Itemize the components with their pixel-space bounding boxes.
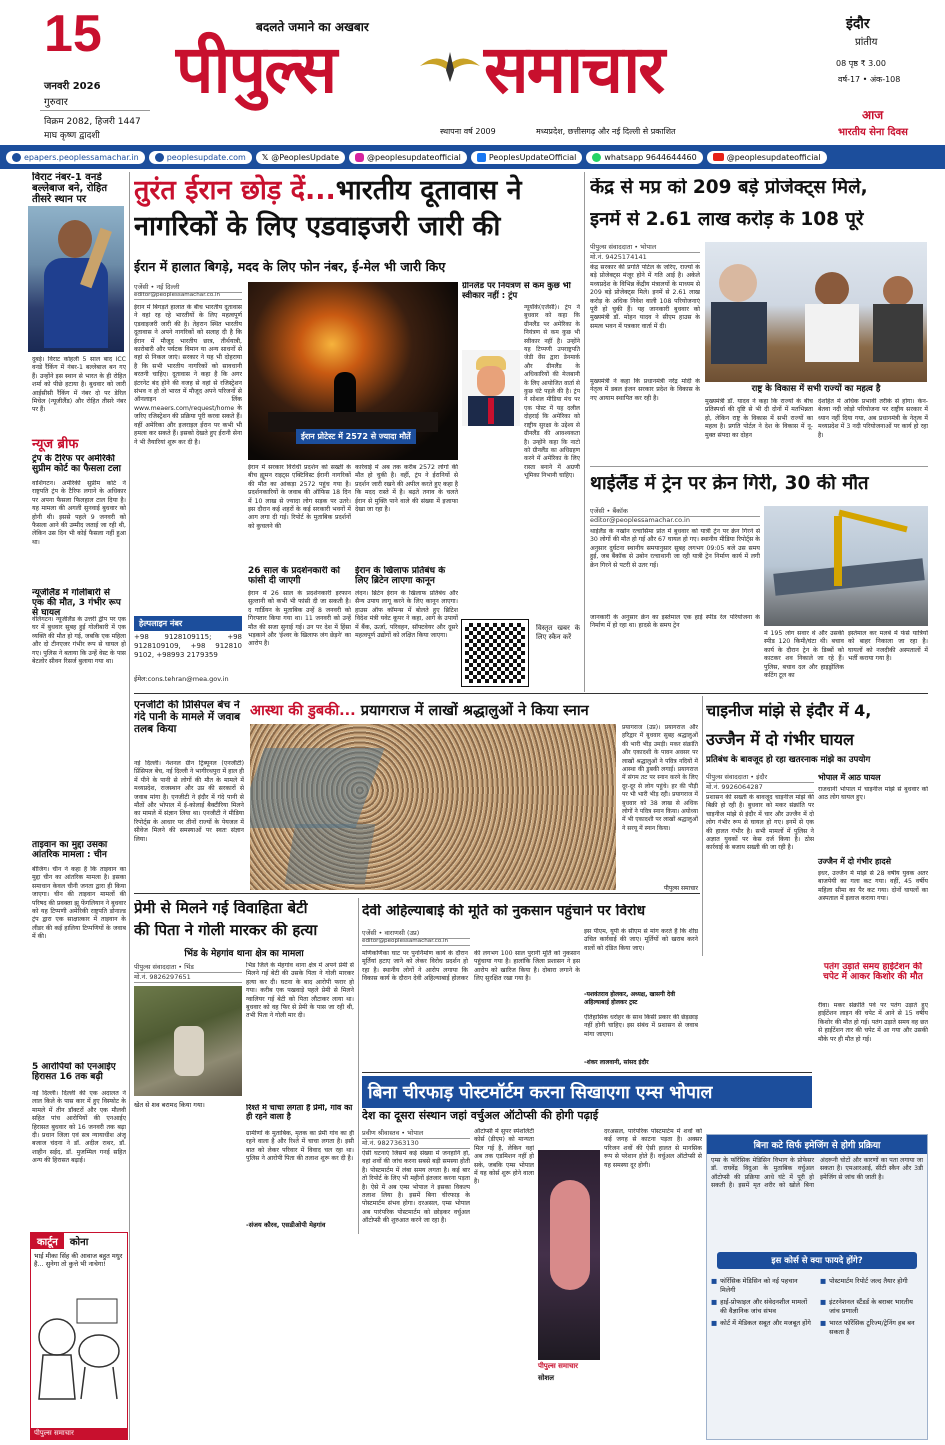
thailand-byline: एजेंसी • बैंकॉक [590,506,760,517]
iran-body-3: कार्रवाई में अब तक करीब 2572 लोगों की मौत हो चुकी है। वहीं, ट्रंप ने ईरानियों से प्रदर्शन जारी रखने की अपील करते हुए कहा है कि मदद रास्ते में है। बढ़ते तनाव के चलते ईरान से मुक्ति पाने वाले की संख्या में इजाफा देखा जा रहा है। [355,464,458,514]
edition: प्रांतीय [855,37,878,48]
projects-headline-2: इनमें से 2.61 लाख करोड़ के 108 पूरे [590,210,864,230]
thailand-email: editor@peoplessamachar.co.in [590,516,760,526]
social-bar [0,145,945,169]
news-brief-title: न्यूज ब्रीफ [32,437,79,452]
aiims-box-question: इस कोर्स से क्या फायदे होंगे? [717,1252,917,1269]
manjha-sub-1-body: राजधानी भोपाल में चाइनीज मांझे से बुधवार को आठ लोग घायल हुए। [818,786,928,802]
gwalior-subhead: भिंड के मेहगांव थाना क्षेत्र का मामला [184,949,304,959]
gwalior-credit: -संजय कौरव, एसडीओपी मेहगांव [246,1221,326,1229]
iran-sub-1-body: ईरान में 26 साल के प्रदर्शनकारी इरफान सुल्तानी को कभी भी फांसी दी जा सकती है। द गार्डियन के मुताबिक उन्हें 8 जनवरी को गिरफ्तार किया गया था। 11 जनवरी को उन्हें मौत की सजा सुनाई गई। उन पर देश में हिंसा भड़काने और 'ईश्वर के खिलाफ जंग छेड़ने' का आरोप है। [248,590,351,648]
check-icon: ■ [711,1319,718,1327]
x-link[interactable]: 𝕏 @PeoplesUpdate [256,151,345,164]
aiims-photo-sub: सोशल [538,1374,555,1382]
benefit-item: ■ भारत फॉरेंसिक टूरिज्म/ट्रेनिंग हब बन सकता है [820,1319,915,1336]
thailand-headline: थाईलैंड में ट्रेन पर क्रेन गिरी, 30 की मौत [590,474,869,494]
date-day: 15 [44,5,102,63]
check-icon: ■ [820,1298,827,1306]
web-link[interactable]: epapers.peoplessamachar.in [6,151,145,164]
projects-body-1: केंद्र सरकार की प्रगति पोर्टल के जरिए, राज्यों के बड़े प्रोजेक्ट्स मंजूर होने में गति आई है। अकेले मध्यप्रदेश के विभिन्न केंद्रीय मंत्रालयों के माध्यम से 209 बड़े प्रोजेक्ट्स मिले। इनमें से 2.61 लाख करोड़ के अधिक निवेश वाली 108 परियोजनाएं पूरी हो चुकी हैं। यह जानकारी बुधवार को मुख्यमंत्री डॉ. मोहन यादव ने सीएम हाउस के समत्व भवन में पत्रकार वार्ता में दी। [590,264,700,330]
thailand-photo [764,506,928,626]
helpline-box [134,616,242,690]
projects-byline: पीपुल्स संवाददाता • भोपाल [590,242,700,253]
globe-icon [12,153,21,162]
aiims-byline: प्रवीण श्रीवास्तव • भोपाल [362,1128,470,1139]
thailand-body-4: इस्तेमाल कर मलबे में फंसे यात्रियों को बाहर निकाला जा रहा है। घायलों को नजदीकी अस्पतालों में भर्ती कराया गया है। [848,630,928,663]
brief-1-headline: ट्रंप के टैरिफ पर अमेरिकी सुप्रीम कोर्ट का फैसला टला [32,454,121,475]
iran-body-2: ईरान में सरकार विरोधी प्रदर्शन को सख्ती के बीच ह्यूमन राइट्स एक्टिविस्ट ईरानी नागरिकों की मौत का आंकड़ा 2572 पहुंच गया है। प्रदर्शनकारियों के जवाब की ऑफिस 18 दिन में 10 लाख से ज्यादा लोग सड़क पर उतरे। इस दौरान कई शहरों के कई सरकारी भवनों में आग लगा दी गई। रिपोर्ट के मुताबिक प्रदर्शनों को कुचलने की [248,464,351,530]
manjha-body-1: प्रशासन की सख्ती के बावजूद चाइनीज मांझे की बिक्री हो रही है। बुधवार को मकर संक्रांति पर चाइनीज मांझे से इंदौर में चार और उज्जैन में दो लोग गंभीर रूप से घायल हो गए। इनमें से एक की हालत गंभीर है। सभी मामलों में पुलिस ने अज्ञात युवकों पर केस दर्ज किया है। ठोस कार्रवाई के बजाय सख्ती की जा रही है। [706,794,814,852]
iran-protest-photo [248,282,458,460]
masthead [0,0,945,145]
tithi: माघ कृष्ण द्वादशी [44,131,100,141]
kumbh-photo [250,724,616,890]
today-event: भारतीय सेना दिवस [838,127,908,138]
check-icon: ■ [820,1277,827,1285]
qr-text: विस्तृत खबर के लिए स्कैन करें [536,624,580,641]
iran-sub-2-body: लंदन। ब्रिटेन ईरान के खिलाफ प्रतिबंध और सैन्य उपाय लागू करने के लिए कानून लाएगा। हाउस ऑफ कॉमन्स में बोलते हुए ब्रिटिश विदेश मंत्री यवेट कूपर ने कहा, आगे के उपायों में बैंक, ऊर्जा, परिवहन, सॉफ्टवेयर और दूसरे महत्वपूर्ण उद्योगों को लक्षित किया जाएगा। [355,590,458,640]
thailand-body-3: में 195 लोग सवार थे और उसकी स्पीड 120 किमी/घंटा थी। बचाव कार्य के दौरान ट्रेन के डिब्बों को काटकर शव निकाले जा रहे हैं। पुलिस, बचाव दल और हाइड्रोलिक कटिंग टूल का [764,630,844,680]
manjha-headline-1: चाइनीज मांझे से इंदौर में 4, [706,702,872,720]
projects-photo [705,242,927,382]
manjha-byline: पीपुल्स संवाददाता • इंदौर [706,772,814,783]
gwalior-sub-2: रिश्ते में चाचा लगता है प्रेमी, गांव का ही रहने वाला है [246,1104,353,1121]
brief-3-headline: ताइवान का मुद्दा उसका आंतरिक मामला : चीन [32,840,108,861]
benefits-list [707,1273,927,1340]
brief-2-body: वेलिंगटन। न्यूजीलैंड के उत्तरी द्वीप पर एक घर में बुधवार सुबह हुई गोलीबारी में एक व्यक्ति की मौत हो गई, जबकि एक महिला और दो टीनएजर गंभीर रूप से घायल हो गए। पुलिस ने बताया कि उन्हें वेस्ट के पास बेटलोर सीवन रिसर्ज बुलाया गया था। [32,616,126,666]
trump-headline: ग्रीनलैंड पर नियंत्रण से कम कुछ भी स्वीकार नहीं : ट्रंप [462,282,571,301]
trump-body: न्यूयॉर्क(एजेंसी)। ट्रंप ने बुधवार को कहा कि ग्रीनलैंड पर अमेरिका के नियंत्रण से कम कुछ भी स्वीकार नहीं है। उन्होंने यह टिप्पणी उपराष्ट्रपति जेडी वेंस द्वारा डेनमार्क और ग्रीनलैंड के अधिकारियों की मेजबानी के लिए आयोजित वार्ता से कुछ घंटे पहले की है। ट्रंप ने सोशल मीडिया मंच पर एक पोस्ट में यह दलील दोहराई कि अमेरिका को राष्ट्रीय सुरक्षा के उद्देश्य से ग्रीनलैंड की आवश्यकता है। उन्होंने कहा कि नाटो को ग्रीनलैंड का अधिग्रहण करने में अमेरिका के लिए रास्ता बनाने में अग्रणी भूमिका निभानी चाहिए। [524,304,580,480]
gwalior-photo-caption: खेत से शव बरामद किया गया। [134,1101,205,1109]
aiims-box-body: एम्स के फॉरेंसिक मेडिसिन विभाग के प्रोफेसर डॉ. राघवेंद्र विदुआ के मुताबिक वर्चुअल ऑटोप्सी की प्रक्रिया आधे घंटे में पूरी हो सकती है। इसमें मृत शरीर को खोले बिना अंदरूनी चोटों और कारणों का पता लगाया जा सकता है। एमआरआई, सीटी स्कैन और 3डी इमेजिंग से जांच की जाती है। [711,1157,923,1190]
kumbh-credit: पीपुल्स समाचार [663,885,698,892]
check-icon: ■ [711,1277,718,1285]
iran-email: editor@peoplessamachar.co.in [134,292,242,300]
gwalior-byline: पीपुल्स संवाददाता • भिंड [134,962,242,973]
aiims-photo [538,1150,600,1360]
manjha-sub-3: पतंग उड़ाते समय हाईटेंशन की चपेट में आकर किशोर की मौत [823,962,923,983]
iran-sub-2-headline: ईरान के खिलाफ प्रतिबंध के लिए ब्रिटेन लाएगा कानून [355,566,446,587]
manjha-sub-2: उज्जैन में दो गंभीर हादसे [818,857,892,866]
today-label: आज [862,108,884,122]
kumbh-headline: आस्था की डुबकी... प्रयागराज में लाखों श्रद्धालुओं ने किया स्नान [250,703,589,719]
aiims-headline: बिना चीरफाड़ पोस्टमॉर्टम करना सिखाएगा एम्स भोपाल [362,1076,812,1108]
projects-phone: मो.नं. 9425174141 [590,252,700,263]
founded: स्थापना वर्ष 2009 [440,127,496,136]
gwalior-body: भिंड जिले के मेहगांव थाना क्षेत्र में अपने प्रेमी से मिलने गई बेटी की उसके पिता ने गोली मारकर हत्या कर दी। घटना के बाद आरोपी फरार हो गया। करीब एक पखवाड़े पहले प्रेमी से मिलने ग्वालियर गई बेटी को पिता लौटाकर लाया था। बुधवार को वह फिर से प्रेमी के पास जा रही थी, तभी पिता ने गोली मार दी। [246,962,354,1020]
weekday: गुरुवार [44,97,68,108]
brief-4-body: नई दिल्ली। दिल्ली की एक अदालत ने लाल किले के पास कार में हुए विस्फोट के मामले में तीन डॉक्टरों और एक मौलवी सहित पांच आरोपियों की एनआईए हिरासत बुधवार को 16 जनवरी तक बढ़ा दी। प्रधान जिला एवं सत्र न्यायाधीश अंजू बजाज चंदना ने डॉ. अदील राथर, डॉ. शाहीन सईद, डॉ. मुजम्मिल गनई सहित अन्य की हिरासत बढ़ाई। [32,1090,126,1165]
thailand-body-1: थाईलैंड के नखोन रत्चासिमा प्रांत में बुधवार को यात्री ट्रेन पर क्रेन गिरने से 30 लोगों की मौत हो गई और 67 घायल हो गए। स्थानीय मीडिया रिपोर्ट्स के अनुसार दुर्घटना स्थानीय समयानुसार सुबह लगभग 09:05 बजे उस समय हुई, जब बैंकॉक से उबोन रत्चाथानी जा रही यात्री ट्रेन निर्माण कार्य में लगी क्रेन गिरने से पटरी से उतर गई। [590,528,760,569]
projects-body-4: देशहित में अधिक प्रभावी तरीके से होगा। केन-बेतवा नदी जोड़ो परियोजना पर राष्ट्रीय सरकार में ध्यान नहीं दिया गया, अब प्रधानमंत्री के नेतृत्व में मध्यप्रदेश में 3 नदी परियोजनाओं पर कार्य हो रहा है। [818,398,928,439]
ahilya-note-2: ऐतिहासिक धरोहर के साथ किसी प्रकार की छेड़छाड़ नहीं होनी चाहिए। इस संबंध में प्रशासन से जवाब मांगा जाएगा। [584,1014,698,1038]
gwalior-headline-1: प्रेमी से मिलने गई विवाहिता बेटी [134,900,308,917]
ngt-body: नई दिल्ली। नेशनल ग्रीन ट्रिब्यूनल (एनजीटी) प्रिंसिपल बेंच, नई दिल्ली ने भागीरथपुरा में हाल ही में पीने के पानी से लोगों की मौत के मामले में मध्यप्रदेश, राजस्थान और उप्र की सरकारों से जवाब मांगा है। एनजीटी ने इंदौर में गंदे पानी से मौतों और भोपाल में ई-कोलाई बैक्टीरिया मिलने का मामले में संज्ञान लिया था। एनजीटी ने मीडिया रिपोर्ट्स के आधार पर तीनों राज्यों के पेयजल में सीवेज मिलने की समस्याओं पर स्वतः संज्ञान लिया। [134,760,244,843]
aiims-body-1: ऐसी घटनाएं जिसमें कई संख्या में जनहानि हो, वहां शवों की जांच करना सबसे बड़ी समस्या होती है। पोस्टमार्टम में लंबा समय लगता है। कई बार तो रिपोर्ट के लिए भी महीनों इंतजार करना पड़ता है। ऐसे में अब एम्स भोपाल ने इसका विकल्प तलाश लिया है। इसमें बिना चीरफाड़ के पोस्टमार्टम संभव होगा। दरअसल, एम्स भोपाल अब पारंपरिक पोस्टमार्टम को छोड़कर वर्चुअल ऑटोप्सी की शुरुआत करने जा रहा है। [362,1150,470,1225]
manjha-sub-2-body: इधर, उज्जैन में मांझे से 28 वर्षीय युवक अतर बाजपेयी का गला कट गया। वहीं, 45 वर्षीय महिला सीमा का पैर कट गया। दोनों घायलों का अस्पताल में इलाज कराया गया। [818,870,928,903]
kumbh-body: प्रयागराज (उप्र)। प्रयागराज और हरिद्वार में बुधवार सुबह श्रद्धालुओं की भारी भीड़ उमड़ी। मकर संक्रांति और एकादशी के पावन अवसर पर लाखों श्रद्धालुओं ने पवित्र नदियों में आस्था की डुबकी लगाई। प्रयागराज में संगम तट पर स्नान करने के लिए दूर-दूर से लोग पहुंचे। हर की पौड़ी पर भी भारी भीड़ रही। प्रयागराज में बुधवार को 38 लाख से अधिक लोगों ने पवित्र स्नान किया। अयोध्या में भी एकादशी पर लाखों श्रद्धालुओं ने सरयू में स्नान किया। [622,724,698,832]
helpline-email: ईमेल:cons.tehran@mea.gov.in [134,675,229,683]
ahilya-note-1: इस पीएम, यूपी के सीएम से मांग करते हैं कि शीघ्र उचित कार्रवाई की जाए। मूर्तियों को खराब करने वालों को दंडित किया जाए। [584,928,698,952]
iran-headline-2: नागरिकों के लिए एडवाइजरी जारी की [134,211,501,242]
kohli-headline: विराट नंबर-1 वनडे बल्लेबाज बने, रोहित तीसरे स्थान पर [32,172,108,206]
manjha-phone: मो.नं. 9926064287 [706,782,814,793]
aiims-subhead: देश का दूसरा संस्थान जहां वर्चुअल ऑटोप्सी की होगी पढ़ाई [362,1109,599,1122]
web-link-2[interactable]: peoplesupdate.com [149,151,252,164]
manjha-sub-1: भोपाल में आठ घायल [818,773,881,782]
iran-headline: तुरंत ईरान छोड़ दें...भारतीय दूतावास ने [134,175,522,206]
tagline: बदलते जमाने का अखबार [256,20,369,34]
kohli-photo [28,206,124,352]
cartoon-box [30,1232,128,1440]
qr-code[interactable] [462,620,528,686]
x-icon: 𝕏 [261,152,269,162]
date-month: जनवरी 2026 [44,81,101,92]
title-left: पीपुल्स [176,31,336,108]
aiims-photo-label: पीपुल्स समाचार [538,1362,579,1370]
aiims-body-2: ऑटोप्सी में सुपर स्पेशलिटी कोर्स (डीएम) को मान्यता मिल गई है, लेकिन वहां अब तक एडमिशन नहीं हो सके, जबकि एम्स भोपाल में यह कोर्स शुरू होने वाला है। [474,1128,534,1186]
samvat: विक्रम 2082, हिजरी 1447 [44,117,141,127]
manjha-headline-2: उज्जैन में दो गंभीर घायल [706,730,854,749]
cartoon-label: कोना [69,1237,89,1248]
ahilya-headline: देवी अहिल्याबाई की मूर्ति को नुकसान पहुंचाने पर विरोध [362,904,646,919]
title-right: समाचार [484,31,664,108]
ahilya-body: मणिकर्णिका घाट पर पुनर्निर्माण कार्य के दौरान मूर्तियां हटाए जाने को लेकर विरोध प्रदर्शन हो रहा है। स्थानीय लोगों ने आरोप लगाया कि विकास कार्य के दौरान देवी अहिल्याबाई होलकर की लगभग 100 साल पुरानी मूर्ति को नुकसान पहुंचाया गया है। हालांकि जिला प्रशासन ने इस आरोप को खारिज किया है। दोबारा लगाने के लिए सुरक्षित रखा गया है। [362,950,580,983]
gwalior-phone: मो.नं. 9826297651 [134,972,242,983]
check-icon: ■ [820,1319,827,1327]
iran-subhead: ईरान में हालात बिगड़े, मदद के लिए फोन नंबर, ई-मेल भी जारी किए [134,259,446,274]
iran-photo-caption: ईरान प्रोटेस्ट में 2572 से ज्यादा मौतें [296,429,416,444]
helpline-title: हेल्पलाइन नंबर [134,616,242,631]
helpline-numbers: +98 9128109115; +98 9128109109, +98 912810 9102, +98993 2179359 [134,633,242,659]
youtube-link[interactable]: @peoplesupdateofficial [707,151,827,164]
pen-logo-icon [418,46,482,86]
ngt-headline: एनजीटी की प्रिंसिपल बेंच ने गंदे पानी के मामले में जवाब तलब किया [134,700,241,735]
benefit-item: ■ इंटरनेशनल स्टैंडर्ड के बराबर भारतीय जांच प्रणाली [820,1298,913,1315]
projects-headline-1: केंद्र से मप्र को 209 बड़े प्रोजेक्ट्स मिले, [590,178,868,198]
cartoon-drawing [31,1289,127,1419]
aiims-box [706,1134,928,1440]
ahilya-email: editor@peoplessamachar.co.in [362,938,470,946]
gwalior-headline-2: की पिता ने गोली मारकर की हत्या [134,922,318,939]
facebook-icon [477,153,486,162]
projects-body-3: मुख्यमंत्री डॉ. यादव ने कहा कि राज्यों के बीच प्रतिस्पर्धा की दृष्टि से भी दी दोनों में मतभिन्नता हो, लेकिन राष्ट्र के विकास में सभी राज्यों का महत्व है। प्रगति पोर्टल ने देश के विकास में नू-मुक्त संपदा का दोहन [705,398,813,439]
projects-photo-caption: राष्ट्र के विकास में सभी राज्यों का महत्व है [751,384,881,394]
iran-body-1: ईरान में बिगड़ते हालात के बीच भारतीय दूतावास ने वहां रह रहे भारतीयों के लिए महत्वपूर्ण एडवाइजरी जारी की है। तेहरान स्थित भारतीय दूतावास ने अपने नागरिकों को सलाह दी है कि ईरान में मौजूद भारतीय छात्र, तीर्थयात्री, कारोबारी और पर्यटक विमान या अन्य साधनों से वहां से निकल जाएं। सरकार ने यह भी दोहराया है कि सभी भारतीय नागरिकों को सावधानी बरतनी चाहिए। दूतावास ने कहा है कि अगर इंटरनेट बंद होने की वजह से वहां से रजिस्ट्रेशन संभव न हो तो भारत में मौजूद अपने परिजनों से ऑनलाइन लिंक www.meaers.com/request/home के जरिए रजिस्ट्रेशन की प्रक्रिया पूरी करवा सकते हैं। वहीं अमेरिका और इजराइल ईरान पर कभी भी हमला कर सकते हैं। इसको देखते हुए ईरानी सेना ने भी तैयारियां शुरू कर दी है। [134,304,242,446]
year-issue: वर्ष-17 • अंक-108 [838,75,901,84]
brief-4-headline: 5 आरोपियों को एनआईए हिरासत 16 तक बढ़ी [32,1062,116,1083]
ahilya-note-2-credit: -शंकर लालवानी, सांसद इंदौर [584,1059,649,1066]
gwalior-sub-2-body: ग्रामीणों के मुताबिक, मृतक का प्रेमी गांव का ही रहने वाला है और रिश्ते में चाचा लगता है। इसी बात को लेकर परिवार में विवाद चल रहा था। पुलिस ने आरोपी पिता की तलाश शुरू कर दी है। [246,1130,354,1163]
youtube-icon [713,153,724,161]
benefit-item: ■ पोस्टमार्टम रिपोर्ट जल्द तैयार होगी [820,1277,923,1294]
ahilya-note-1-credit: -यशवंतराव होलकर, अध्यक्ष, खासगी देवी अहिल्याबाई होलकर ट्रस्ट [584,991,676,1006]
instagram-icon [355,153,364,162]
brief-2-headline: न्यूजीलैंड में गोलीबारी से एक की मौत, 3 गंभीर रूप से घायल [32,588,121,619]
iran-sub-1-headline: 26 साल के प्रदर्शनकारी को फांसी दी जाएगी [248,566,341,587]
thailand-body-2: जानकारी के अनुसार क्रेन का इस्तेमाल एक हाई स्पीड रेल परियोजना के निर्माण में हो रहा था। हादसे के समय ट्रेन [590,614,760,630]
check-icon: ■ [711,1298,718,1306]
published: मध्यप्रदेश, छत्तीसगढ़ और नई दिल्ली से प्रकाशित [536,127,676,136]
aiims-body-3: दरअसल, पारंपरिक पोस्टमार्टम में शवों को कई जगह से काटना पड़ता है। अक्सर परिजन शवों की ऐसी हालत से मानसिक रूप से परेशान होते हैं। वर्चुअल ऑटोप्सी से यह समस्या दूर होगी। [604,1128,702,1169]
city: इंदौर [846,16,870,32]
manjha-sub-3-body: रीवा। मकर संक्रांति पर्व पर पतंग उड़ाते हुए हाईटेंशन लाइन की चपेट में आने से 15 वर्षीय किशोर की मौत हो गई। पतंग उड़ाते समय वह छत से हाईटेंशन तार की चपेट में आ गया और उसकी मौके पर ही मौत हो गई। [818,1002,928,1043]
instagram-link[interactable]: @peoplesupdateofficial [349,151,467,164]
facebook-link[interactable]: PeoplesUpdateOfficial [471,151,583,164]
kohli-story [32,172,124,206]
cartoon-credit: पीपुल्स समाचार [31,1428,127,1439]
ahilya-byline: एजेंसी • वाराणसी (उप्र) [362,928,470,939]
iran-byline: एजेंसी • नई दिल्ली [134,282,242,293]
projects-body-2: मुख्यमंत्री ने कहा कि प्रधानमंत्री नरेंद्र मोदी के नेतृत्व में डबल इंजन सरकार प्रदेश के विकास के नए आयाम स्थापित कर रही है। [590,378,700,402]
pages-price: 08 पृष्ठ ₹ 3.00 [836,59,886,68]
benefit-item: ■ कोर्ट में मेडिकल सबूत और मजबूत होंगे [711,1319,814,1336]
benefit-item: ■ फॉरेंसिक मेडिसिन को नई पहचान मिलेगी [711,1277,798,1294]
brief-1-body: वाशिंगटन। अमेरिकी सुप्रीम कोर्ट ने राष्ट्रपति ट्रंप के टैरिफ लगाने के अधिकार पर अपना फैसला फिलहाल टाल दिया है। यह मामला की अगली सुनवाई बुधवार को होनी थी। इससे पहले 9 जनवरी को फैसला आने की उम्मीद जताई जा रही थी, लेकिन उस दिन भी कोई फैसला नहीं हुआ था। [32,480,126,546]
globe-icon [155,153,164,162]
aiims-phone: मो.नं. 9827363130 [362,1138,470,1149]
manjha-subhead: प्रतिबंध के बावजूद हो रहा खतरनाक मांझे का उपयोग [706,755,871,765]
kohli-body: दुबई। विराट कोहली 5 साल बाद ICC वनडे रैंकिंग में नंबर-1 बल्लेबाज बन गए हैं। उन्होंने इस स्थान से भारत के ही रोहित शर्मा को पीछे हटाया है। बुधवार को जारी आईसीसी रैंकिंग में नंबर दो पर डेरिल मिचेल (न्यूजीलैंड) और रोहित तीसरे नंबर पर हैं। [32,356,126,414]
gwalior-photo [134,986,242,1096]
aiims-box-title: बिना कटे सिर्फ इमेजिंग से होगी प्रक्रिया [707,1135,927,1154]
cartoon-speech: भाई मीका सिंह की आवाज बहुत मधुर है... सुनेगा तो कुत्ते भी नाचेगा! [34,1252,123,1268]
cartoon-title: कार्टून [31,1233,64,1249]
brief-3-body: बीजिंग। चीन ने कहा है कि ताइवान का मुद्दा चीन का आंतरिक मामला है। इसका समाधान केवल चीनी जनता द्वारा ही किया जाएगा। चीन की ताइवान मामलों की परिषद की प्रवक्ता झू फेंगलियान ने बुधवार को यह टिप्पणी अमेरिकी राष्ट्रपति डोनाल्ड ट्रंप द्वारा एक साक्षात्कार में ताइवान के लीडर की कई हालिया टिप्पणियों के जवाब में की। [32,866,126,941]
whatsapp-icon [592,153,601,162]
benefit-item: ■ हाई-प्रोफाइल और संवेदनशील मामलों की वैज्ञानिक जांच संभव [711,1298,808,1315]
whatsapp-link[interactable]: whatsapp 9644644460 [586,151,702,164]
